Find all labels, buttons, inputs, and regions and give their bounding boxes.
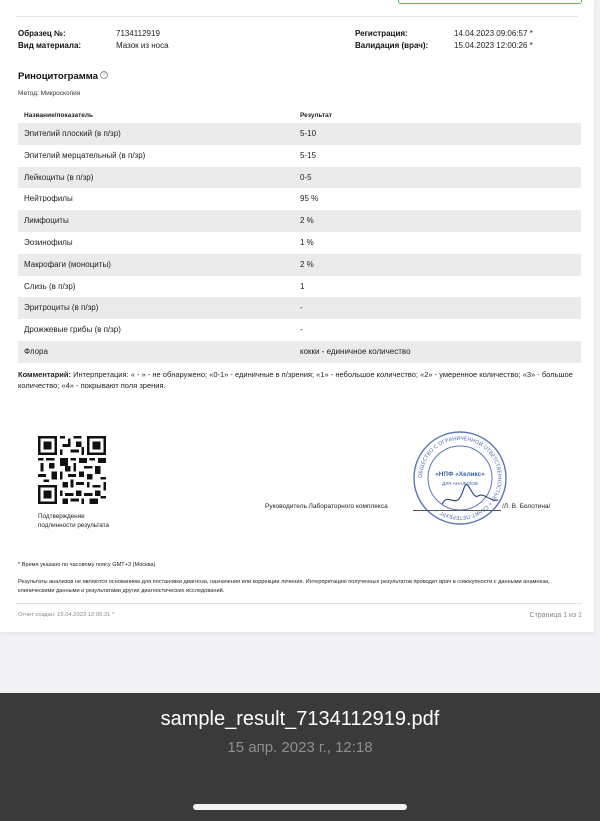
comment-label: Комментарий: (18, 370, 72, 379)
column-header-result: Результат (300, 112, 332, 119)
top-frame-box (398, 0, 582, 4)
help-icon[interactable]: ? (100, 71, 108, 79)
validation-value: 15.04.2023 12:00:26 * (454, 41, 533, 50)
material-row (18, 40, 81, 52)
row-name: Макрофаги (моноциты) (24, 259, 111, 269)
row-value: 5-15 (300, 150, 317, 160)
table-row (18, 167, 581, 189)
registration-value: 14.04.2023 09:06:57 * (454, 29, 533, 38)
method-label: Метод: Микроскопия (18, 90, 81, 97)
row-value: 1 (300, 281, 305, 291)
row-value: 2 % (300, 216, 314, 226)
results-table (18, 109, 581, 363)
row-value: 1 % (300, 237, 314, 247)
row-value: 5-10 (300, 129, 317, 138)
home-indicator[interactable] (193, 804, 407, 810)
row-value: кокки - единичное количество (300, 346, 411, 356)
table-header (18, 109, 581, 123)
row-value: 2 % (300, 259, 314, 269)
comment-text: Интерпретация: « - » - не обнаружено; «0-1» - единичные в п/зрения; «1» - небольшое количество; «2» - умеренное количество; «3» - большое количество; «4» - покрывают поля зрения. (18, 370, 573, 390)
validation-label: Валидация (врач): (355, 41, 429, 50)
row-name: Эозинофилы (24, 237, 73, 247)
row-name: Нейтрофилы (24, 194, 73, 204)
timezone-note: * Время указано по часовому поясу GMT+3 (Москва) (18, 562, 156, 568)
section-title: Риноцитограмма ? (18, 71, 108, 82)
row-value: - (300, 303, 303, 313)
stamp-seal (412, 430, 508, 526)
row-name: Эпителий плоский (в п/зр) (24, 129, 121, 138)
table-row (18, 188, 581, 210)
sample-no-value: 7134112919 (116, 29, 160, 38)
row-name: Дрожжевые грибы (в п/зр) (24, 325, 121, 335)
validation-row (355, 40, 428, 52)
table-row (18, 297, 581, 319)
table-row (18, 276, 581, 298)
svg-text:ОБЩЕСТВО С ОГРАНИЧЕННОЙ ОТВЕТС: ОБЩЕСТВО С ОГРАНИЧЕННОЙ ОТВЕТСТВЕННОСТЬЮ • САНКТ-ПЕТЕРБУРГ • (417, 435, 503, 521)
table-row (18, 319, 581, 341)
report-created: Отчет создан: 15.04.2023 12:05:31 * (18, 612, 115, 618)
table-row (18, 123, 581, 145)
lab-head-label: Руководитель Лабораторного комплекса (265, 503, 388, 510)
row-name: Эпителий мерцательный (в п/зр) (24, 150, 146, 160)
row-name: Флора (24, 346, 48, 356)
comment (18, 369, 583, 391)
row-name: Лейкоциты (в п/зр) (24, 172, 94, 182)
row-name: Лимфоциты (24, 216, 69, 226)
footer-divider (16, 603, 582, 604)
row-value: - (300, 325, 303, 335)
material-value: Мазок из носа (116, 41, 169, 50)
row-value: 0-5 (300, 172, 312, 182)
divider (16, 16, 578, 17)
table-row (18, 210, 581, 232)
column-header-name: Название/показатель (24, 112, 94, 119)
sample-no-label: Образец №: (18, 29, 66, 38)
sample-no-row (18, 28, 66, 40)
table-row (18, 254, 581, 276)
table-row (18, 145, 581, 167)
registration-label: Регистрация: (355, 29, 408, 38)
table-row (18, 232, 581, 254)
qr-caption: Подтверждение подлинности результата (38, 513, 110, 529)
disclaimer: Результаты анализов не являются основанием для постановки диагноза, назначения или коррекции лечения. Интерпретацию полученных результатов проводит врач в совокупности с данными анамнеза, клиническими данными и результатами других диагностических исследований. (18, 579, 550, 594)
lab-head-name: /Л. В. Болотина/ (502, 503, 551, 510)
stamp-center-text: «НПФ «Хеликс» (435, 471, 485, 478)
page-number: Страница 1 из 1 (529, 612, 582, 619)
file-date: 15 апр. 2023 г., 12:18 (227, 739, 373, 756)
row-value: 95 % (300, 194, 319, 204)
file-name[interactable]: sample_result_7134112919.pdf (160, 708, 440, 730)
row-name: Эритроциты (в п/зр) (24, 303, 99, 313)
material-label: Вид материала: (18, 41, 82, 50)
row-name: Слизь (в п/зр) (24, 281, 76, 291)
stamp-sub-text: ДЛЯ АНАЛИЗОВ (442, 481, 478, 486)
table-row (18, 341, 581, 363)
registration-row (355, 28, 408, 40)
qr-code-icon[interactable] (38, 436, 106, 504)
file-info-bar[interactable] (0, 693, 600, 821)
